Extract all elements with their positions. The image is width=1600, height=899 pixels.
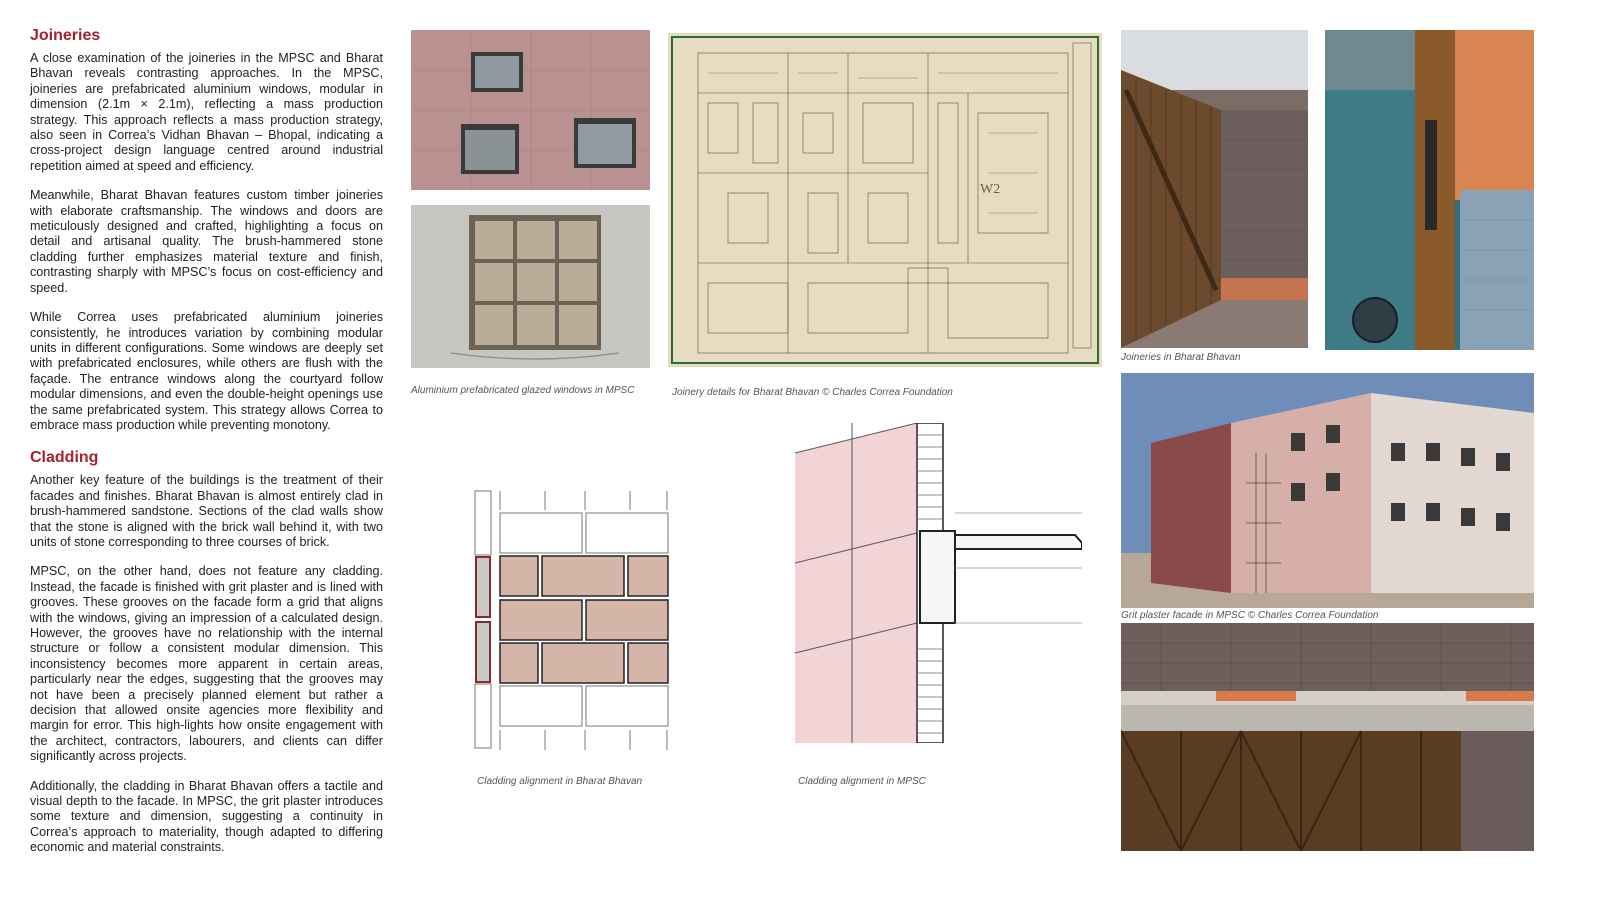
photo-bharat-bhavan-timber-door <box>1121 30 1308 348</box>
caption-joinery-details: Joinery details for Bharat Bhavan © Charles Correa Foundation <box>672 387 953 398</box>
joineries-paragraph-2: Meanwhile, Bharat Bhavan features custom timber joineries with elaborate craftsmanship. The windows and doors are meticulously designed and crafted, highlighting a focus on detail and artisanal quality. The brush-hammered stone cladding further emphasizes material texture and finish, contrasting sharply with MPSC’s focus on cost-efficiency and speed. <box>30 188 383 295</box>
caption-cladding-mpsc: Cladding alignment in MPSC <box>798 776 926 787</box>
caption-joineries-bharat-bhavan: Joineries in Bharat Bhavan <box>1121 352 1241 363</box>
caption-aluminium-windows: Aluminium prefabricated glazed windows in MPSC <box>411 385 635 396</box>
photo-aluminium-window <box>411 205 650 368</box>
diagram-cladding-mpsc <box>795 423 1082 743</box>
photo-mpsc-facade-windows <box>411 30 650 190</box>
photo-bharat-bhavan-stone-cladding <box>1121 623 1534 851</box>
text-column <box>30 27 383 856</box>
photo-mpsc-grit-plaster-facade <box>1121 373 1534 608</box>
cladding-paragraph-3: Additionally, the cladding in Bharat Bhavan offers a tactile and visual depth to the facade. In MPSC, the grit plaster introduces some texture and dimension, suggesting a continuity in Correa’s approach to materiality, though adapted to differing economic and material constraints. <box>30 778 383 855</box>
joineries-paragraph-3: While Correa uses prefabricated aluminium joineries consistently, he introduces variation by combining modular units in different configurations. Some windows are deeply set with prefabricated enclosures, while others are flush with the façade. The entrance windows along the courtyard follow modular dimensions, and even the double-height openings use the same prefabricated system. This strategy allows Correa to embrace mass production while preventing monotony. <box>30 310 383 432</box>
caption-cladding-bharat-bhavan: Cladding alignment in Bharat Bhavan <box>477 776 643 787</box>
joinery-technical-drawing <box>668 33 1102 367</box>
drawing-stamp: W2 <box>980 182 1001 197</box>
cladding-paragraph-2: MPSC, on the other hand, does not feature any cladding. Instead, the facade is finished with grit plaster and is lined with grooves. These grooves on the facade form a grid that aligns with the windows, giving an impression of a calculated design. However, the grooves have no relationship with the internal structure or follow a consistent modular dimension. This inconsistency becomes more apparent in certain areas, particularly near the edges, suggesting that the grooves may not have been a precisely planned element but rather a decision that allowed onsite agencies more flexibility and margin for error. This high-lights how onsite engagement with the architect, contractors, labourers, and clients can differ significantly across projects. <box>30 564 383 764</box>
cladding-heading: Cladding <box>30 449 99 467</box>
joineries-paragraph-1: A close examination of the joineries in the MPSC and Bharat Bhavan reveals contrasting approaches. In the MPSC, joineries are prefabricated aluminium windows, modular in dimension (2.1m × 2.1m), reflecting a mass production strategy. This approach reflects a mass production strategy, also seen in Correa’s Vidhan Bhavan – Bhopal, indicating a cross-project design language centred around industrial repetition aimed at speed and efficiency. <box>30 51 383 173</box>
cladding-paragraph-1: Another key feature of the buildings is the treatment of their facades and finishes. Bharat Bhavan is almost entirely clad in brush-hammered sandstone. Sections of the clad walls show that the stone is aligned with the brick wall behind it, with two units of stone corresponding to three courses of brick. <box>30 473 383 549</box>
diagram-cladding-bharat-bhavan <box>470 488 670 750</box>
photo-window-frame-detail <box>1325 30 1534 350</box>
caption-grit-plaster: Grit plaster facade in MPSC © Charles Correa Foundation <box>1121 610 1379 621</box>
joineries-heading: Joineries <box>30 27 101 44</box>
